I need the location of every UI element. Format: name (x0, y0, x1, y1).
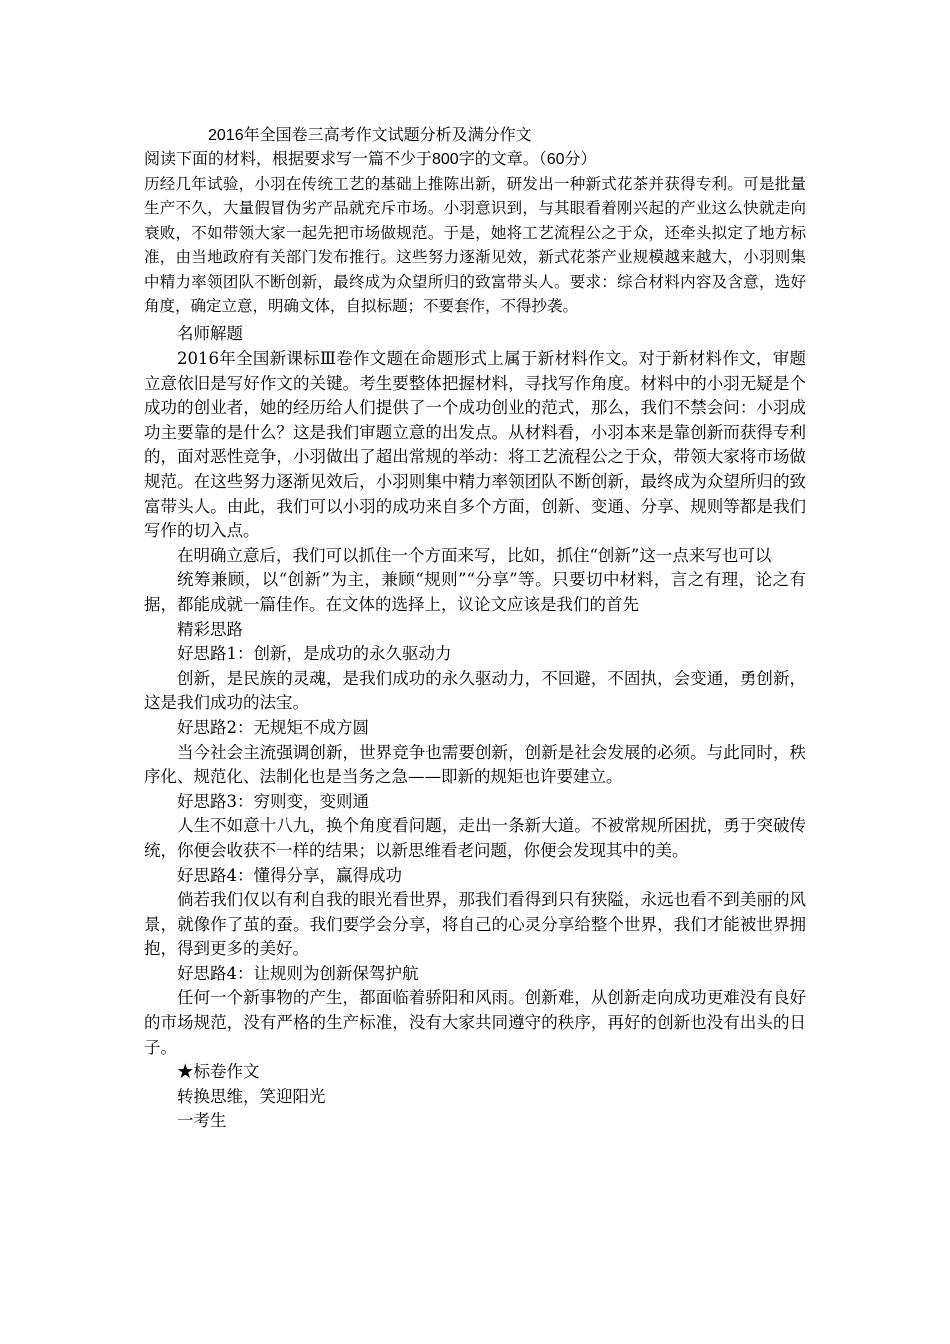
analysis-heading: 名师解题 (177, 324, 243, 344)
analysis-paragraph-1: 2016年全国新课标Ⅲ卷作文题在命题形式上属于新材料作文。对于新材料作文，审题立意依旧是写好作文的关键。考生要整体把握材料，寻找写作角度。材料中的小羽无疑是个成功的创业者，她的经历给人们提供了一个成功创业的范式，那么，我们不禁会问：小羽成功主要靠的是什么？这是我们审题立意的出发点。从材料看，小羽本来是靠创新而获得专利的，面对恶性竞争，小羽做出了超出常规的举动：将工艺流程公之于众，带领大家将市场做规范。在这些努力逐渐见效后，小羽则集中精力率领团队不断创新，最终成为众望所归的致富带头人。由此，我们可以小羽的成功来自多个方面，创新、变通、分享、规则等都是我们写作的切入点。 (144, 349, 806, 541)
document-title: 2016年全国卷三高考作文试题分析及满分作文 (208, 127, 532, 144)
essay-author: 一考生 (177, 1111, 227, 1131)
idea-4-heading: 好思路4：懂得分享，赢得成功 (177, 865, 402, 885)
analysis-paragraph-2: 在明确立意后，我们可以抓住一个方面来写，比如，抓住“创新”这一点来写也可以 (177, 545, 772, 565)
material-paragraph: 历经几年试验，小羽在传统工艺的基础上推陈出新，研发出一种新式花茶并获得专利。可是批量生产不久，大量假冒伪劣产品就充斥市场。小羽意识到，与其眼看着刚兴起的产业这么快就走向衰败，不如带领大家一起先把市场做规范。于是，她将工艺流程公之于众，还牵头拟定了地方标准，由当地政府有关部门发布推行。这些努力逐渐见效，新式花茶产业规模越来越大，小羽则集中精力率领团队不断创新，最终成为众望所归的致富带头人。要求：综合材料内容及含意，选好角度，确定立意，明确文体，自拟标题；不要套作，不得抄袭。 (144, 175, 806, 316)
document-body (144, 124, 806, 1134)
idea-1-text: 创新，是民族的灵魂，是我们成功的永久驱动力，不回避，不固执，会变通，勇创新，这是我们成功的法宝。 (144, 668, 806, 713)
idea-2-text: 当今社会主流强调创新，世界竞争也需要创新，创新是社会发展的必须。与此同时，秩序化、规范化、法制化也是当务之急——即新的规矩也许要建立。 (144, 742, 806, 787)
analysis-paragraph-3: 统筹兼顾，以“创新”为主，兼顾“规则”“分享”等。只要切中材料，言之有理，论之有据，都能成就一篇佳作。在文体的选择上，议论文应该是我们的首先 (144, 570, 806, 614)
ideas-heading: 精彩思路 (177, 619, 243, 639)
idea-5-text: 任何一个新事物的产生，都面临着骄阳和风雨。创新难，从创新走向成功更难没有良好的市场规范，没有严格的生产标准，没有大家共同遵守的秩序，再好的创新也没有出头的日子。 (144, 988, 806, 1057)
idea-2-heading: 好思路2：无规矩不成方圆 (177, 717, 369, 737)
idea-3-text: 人生不如意十八九，换个角度看问题，走出一条新大道。不被常规所困扰，勇于突破传统，你便会收获不一样的结果；以新思维看老问题，你便会发现其中的美。 (144, 816, 806, 860)
idea-5-heading: 好思路4：让规则为创新保驾护航 (177, 963, 419, 983)
idea-3-heading: 好思路3：穷则变，变则通 (177, 791, 369, 811)
instruction-line: 阅读下面的材料，根据要求写一篇不少于800字的文章。（60分） (144, 151, 597, 168)
essay-title: 转换思维，笑迎阳光 (177, 1086, 326, 1106)
idea-4-text: 倘若我们仅以有利自我的眼光看世界，那我们看得到只有狭隘，永远也看不到美丽的风景，就像作了茧的蚕。我们要学会分享，将自己的心灵分享给整个世界，我们才能被世界拥抱，得到更多的美好。 (144, 890, 806, 959)
idea-1-heading: 好思路1：创新，是成功的永久驱动力 (177, 644, 452, 664)
essay-heading: ★标卷作文 (177, 1062, 260, 1082)
